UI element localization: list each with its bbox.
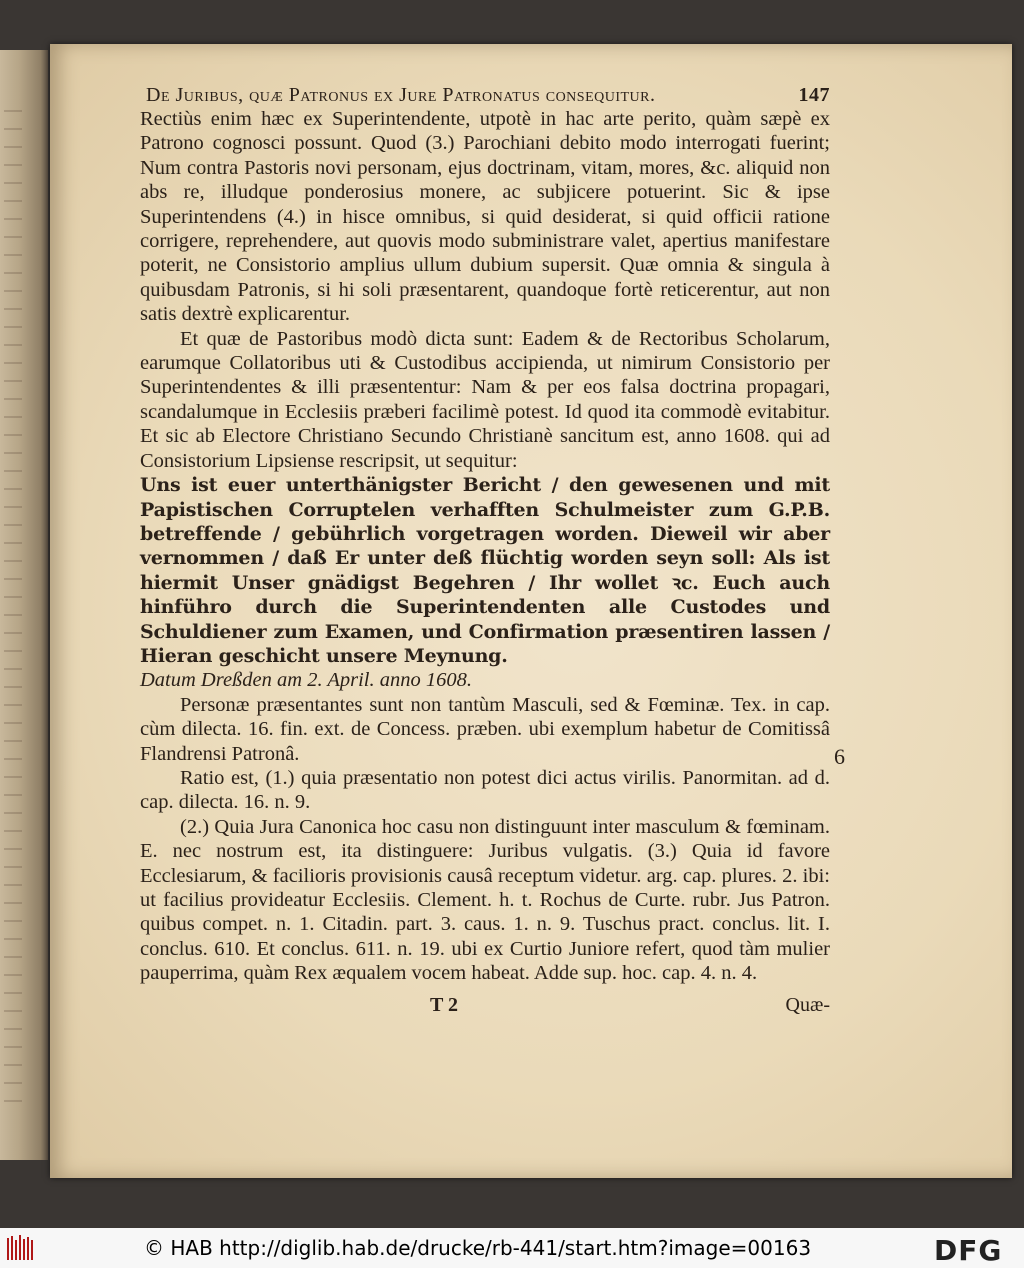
running-head xyxy=(146,84,830,107)
paragraph-6: Ratio est, (1.) quia præsentatio non potest dici actus virilis. Panormitan. ad d. cap. dilecta. 16. n. 9. xyxy=(140,766,830,814)
book-page xyxy=(50,44,1012,1178)
catchline xyxy=(140,994,830,1017)
footer-bar xyxy=(0,1228,1024,1268)
paragraph-5: Personæ præsentantes sunt non tantùm Masculi, sed & Fœminæ. Tex. in cap. cùm dilecta. 16. fin. ext. de Concess. præben. ubi exemplum habetur de Comitissâ Flandrensi Patronâ. xyxy=(140,693,830,765)
signature-mark: T 2 xyxy=(430,993,458,1016)
paragraph-7: (2.) Quia Jura Canonica hoc casu non distinguunt inter masculum & fœminam. E. nec nostrum est, ita distinguere: Juribus vulgatis. (3.) Quia id favore Ecclesiarum, & facilioris provisionis causâ receptum videtur. arg. cap. plures. 2. ibi: ut facilius provideatur Ecclesiis. Clement. h. t. Rochus de Curte. rubr. Jus Patron. quibus compet. n. 1. Citadin. part. 3. caus. 1. n. 9. Tuschus pract. conclus. lit. I. conclus. 610. Et conclus. 611. n. 19. ubi ex Curtio Juniore refert, quod tàm mulier pauperrima, quàm Rex æqualem vocem habeat. Adde sup. hoc. cap. 4. n. 4. xyxy=(140,815,830,985)
margin-number: 6 xyxy=(834,744,845,769)
paragraph-4-date: Datum Dreßden am 2. April. anno 1608. xyxy=(140,669,472,692)
adjacent-page-ink xyxy=(4,110,22,1110)
hab-logo-icon xyxy=(6,1234,36,1262)
adjacent-page-edge xyxy=(0,50,48,1160)
copyright-link[interactable]: © HAB http://diglib.hab.de/drucke/rb-441/start.htm?image=00163 xyxy=(144,1236,812,1260)
body-text xyxy=(140,107,830,986)
paragraph-3-german-rescript: Uns ist euer unterthänigster Bericht / den gewesenen und mit Papistischen Corruptelen verhafften Schulmeister zum G.P.B. betreffende / gebührlich vorgetragen worden. Dieweil wir aber vernommen / daß Er unter deß flüchtig worden seyn soll: Als ist hiermit Unser gnädigst Begehren / Ihr wollet ꝛc. Euch auch hinführo durch die Superintendenten alle Custodes und Schuldiener zum Examen, und Confirmation præsentiren lassen / Hieran geschicht unsere Meynung. xyxy=(140,474,830,667)
page-text-block xyxy=(140,84,830,1017)
page-number: 147 xyxy=(798,84,830,106)
dfg-logo: DFG xyxy=(934,1234,1003,1267)
running-head-title: De Juribus, quæ Patronus ex Jure Patronatus consequitur. xyxy=(146,84,656,106)
catchword: Quæ- xyxy=(785,993,830,1016)
paragraph-2: Et quæ de Pastoribus modò dicta sunt: Eadem & de Rectoribus Scholarum, earumque Collatoribus uti & Custodibus accipienda, ut nimirum Consistorio per Superintendentes & illi præsententur: Nam & per eos falsa doctrina propagari, scandalumque in Ecclesiis præberi facilimè potest. Id quod ita commodè evitabitur. Et sic ab Electore Christiano Secundo Christianè sancitum est, anno 1608. qui ad Consistorium Lipsiense rescripsit, ut sequitur: xyxy=(140,327,830,472)
paragraph-1: Rectiùs enim hæc ex Superintendente, utpotè in hac arte perito, quàm sæpè ex Patrono cognosci possunt. Quod (3.) Parochiani debito modo interrogati fuerint; Num contra Pastoris novi personam, ejus doctrinam, vitam, mores, &c. aliquid non abs re, illudque ponderosius monere, ac subjicere potuerint. Sic & ipse Superintendens (4.) in hisce omnibus, si quid desiderat, si quid officii ratione corrigere, reprehendere, aut quovis modo subministrare valet, apertius manifestare poterit, ne Consistorio amplius ullum dubium supersit. Quæ omnia & singula à quibusdam Patronis, si hi soli præsentarent, quandoque fortè reticerentur, aut non satis dextrè explicarentur. xyxy=(140,108,830,326)
